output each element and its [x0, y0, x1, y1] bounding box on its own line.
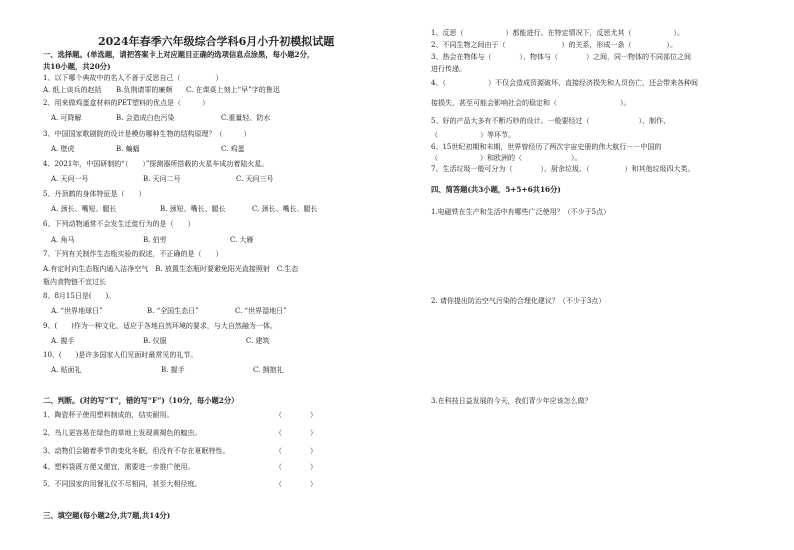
section-1-heading: 一、选择题。(单选题，请把答案卡上对应题目正确的选项信息点涂黑，每小题2分，: [43, 50, 315, 59]
question-7: 7、下列有关制作生态瓶实验的叙述，不正确的是（ ）: [43, 250, 223, 258]
section-3-heading: 三、填空题(每小题2分,共7题,共14分): [43, 511, 171, 520]
option-a[interactable]: A. 壁虎: [51, 145, 75, 153]
option-b[interactable]: B. 颈短、嘴长、腿长: [160, 205, 226, 213]
question-5: 5、丹顶鹤的身体特征是（ ）: [43, 190, 146, 198]
short-answer-3: 3.在科技日益发展的今天，我们青少年应该怎么做？: [431, 397, 592, 405]
fill-item-1[interactable]: 1、反思（ ）都能进行。在特定情况下，反思尤其（ ）。: [431, 29, 684, 37]
fill-item-3[interactable]: 3、热会在物体与（ ）、物体与（ ）之间，同一物体的不同部位之间: [431, 53, 691, 61]
fill-item-6-cont[interactable]: （ ）和欧洲的（ ）。: [431, 154, 582, 162]
option-a[interactable]: A. 可降解: [51, 114, 82, 122]
judge-item-3-text: 3、动物们会随着季节的变化冬眠，但没有不存在夏眠特性。: [43, 447, 230, 455]
option-b[interactable]: B. 会造成白色污染: [116, 114, 175, 122]
short-answer-1: 1.电磁铁在生产和生活中有哪些广泛使用？（不少于5点）: [431, 208, 611, 216]
question-7-options-cont[interactable]: 瓶内食物链不宜过长: [43, 278, 106, 286]
judge-item-2-answer[interactable]: （ ）: [275, 429, 317, 437]
section-1-heading-cont: 共10小题，共20分): [43, 62, 111, 71]
fill-item-7[interactable]: 7、生活垃圾一般可分为（ ）、厨余垃圾、（ ）和其他垃圾四大类。: [431, 165, 695, 173]
judge-item-5: [43, 480, 317, 488]
judge-item-1: [43, 411, 317, 419]
option-c[interactable]: C. 鸡蛋: [221, 145, 245, 153]
option-b[interactable]: B. 仪服: [143, 337, 167, 345]
judge-item-2: [43, 429, 317, 437]
question-1-options: [43, 86, 280, 94]
option-c[interactable]: C. 拥抱礼: [253, 366, 284, 374]
question-1: 1、以下哪个典故中的名人不善于反思自己（ ）: [43, 74, 223, 82]
page-title: 2024年春季六年级综合学科6月小升初模拟试题: [98, 35, 335, 48]
option-c[interactable]: C. 天问三号: [236, 175, 274, 183]
judge-item-5-text: 5、不同国家的用餐礼仪不尽相同，甚至大相径庭。: [43, 480, 202, 488]
option-a[interactable]: A. “世界地球日”: [51, 307, 103, 315]
fill-item-5-cont[interactable]: （ ）等环节。: [431, 131, 515, 139]
option-b[interactable]: B. “全国生态日”: [147, 307, 199, 315]
question-3: 3、中国国家歌剧院的设计是模仿哪种生物的结构原理？（ ）: [43, 130, 251, 138]
option-b[interactable]: B. 蝙蝠: [116, 145, 140, 153]
judge-item-4-answer[interactable]: （ ）: [275, 463, 317, 471]
option-a[interactable]: A. 颈长、嘴短、腿长: [51, 205, 117, 213]
option-a[interactable]: A. 纸上谈兵的赵括: [43, 86, 102, 94]
option-c[interactable]: C. “世界湿地日”: [235, 307, 287, 315]
judge-item-3-answer[interactable]: （ ）: [275, 447, 317, 455]
judge-item-5-answer[interactable]: （ ）: [275, 480, 317, 488]
question-6: 6、下列动物通常不会发生迁徙行为的是（ ）: [43, 220, 195, 228]
option-c[interactable]: C. 大雁: [230, 236, 254, 244]
option-b[interactable]: B. 握手: [161, 366, 185, 374]
option-c[interactable]: C. 建筑: [246, 337, 270, 345]
option-c[interactable]: C.重量轻、防水: [221, 114, 271, 122]
judge-item-1-answer[interactable]: （ ）: [275, 411, 317, 419]
option-c[interactable]: C. 在课桌上刻上“早”字的鲁迅: [186, 86, 280, 94]
option-b[interactable]: B. 伯劳: [143, 236, 167, 244]
judge-item-1-text: 1、陶瓷杯子使用塑料制成的，结实耐用。: [43, 411, 174, 419]
fill-item-3-cont: 进行传递。: [431, 65, 466, 73]
question-8: 8、8月15日是( )。: [43, 292, 116, 300]
judge-item-4-text: 4、塑料袋既方便又便宜，需要进一步推广使用。: [43, 463, 195, 471]
question-2: 2、用来做鸡蛋盒材料的PET塑料的优点是（ ）: [43, 99, 209, 107]
judge-item-3: [43, 447, 317, 455]
option-a[interactable]: A. 贴面礼: [51, 366, 82, 374]
section-4-heading: 四、简答题(共3小题，5+5+6共16分): [431, 185, 561, 194]
fill-item-4-cont[interactable]: 接损失，甚至可能会影响社会的稳定和（ ）。: [431, 99, 631, 107]
judge-item-2-text: 2、鸟儿更容易在绿色的草地上发现黄褐色的蝗虫。: [43, 429, 202, 437]
option-b[interactable]: B. 天问二号: [143, 175, 181, 183]
short-answer-2: 2. 请你提出防治空气污染的合理化建议？（不少于3点）: [431, 297, 606, 305]
section-2-heading: 二、判断。(对的写“T”，错的写“F”)（10分，每小题2分）: [43, 396, 239, 405]
option-c[interactable]: C. 颈长、嘴长、腿长: [252, 205, 318, 213]
fill-item-6: 6、15世纪初期和末期，世界曾经历了两次宇宙史册的伟大航行－－中国的: [431, 143, 662, 151]
question-10: 10、( )是许多国家人们见面时最常见的礼节。: [43, 351, 198, 359]
option-a[interactable]: A. 握手: [51, 337, 75, 345]
option-a[interactable]: A. 角马: [51, 236, 75, 244]
option-b[interactable]: B.负荆请罪的廉颇: [116, 86, 173, 94]
fill-item-2[interactable]: 2、不同生物之间由于（ ）的关系，形成一条（ ）。: [431, 41, 677, 49]
judge-item-4: [43, 463, 317, 471]
fill-item-5[interactable]: 5、好的产品大多有不断巧妙的设计。一般要经过（ ）、制作、: [431, 117, 670, 125]
question-7-options[interactable]: A.有定时向生态瓶内通入洁净空气 B. 放置生态瓶时要避免阳光直接照射 C.生态: [43, 265, 299, 273]
fill-item-4[interactable]: 4、（ ）不仅会造成资源破坏、直接经济损失和人员伤亡，还会带来各种间: [431, 79, 698, 87]
option-a[interactable]: A. 天问一号: [51, 175, 89, 183]
question-4: 4、2021年，中国研制的“（ ）”探测器所搭载的火星车成功着陆火星。: [43, 160, 269, 168]
question-9: 9、( )作为一种文化，适应于各地自然环境的要求，与大自然融为一体。: [43, 322, 277, 330]
